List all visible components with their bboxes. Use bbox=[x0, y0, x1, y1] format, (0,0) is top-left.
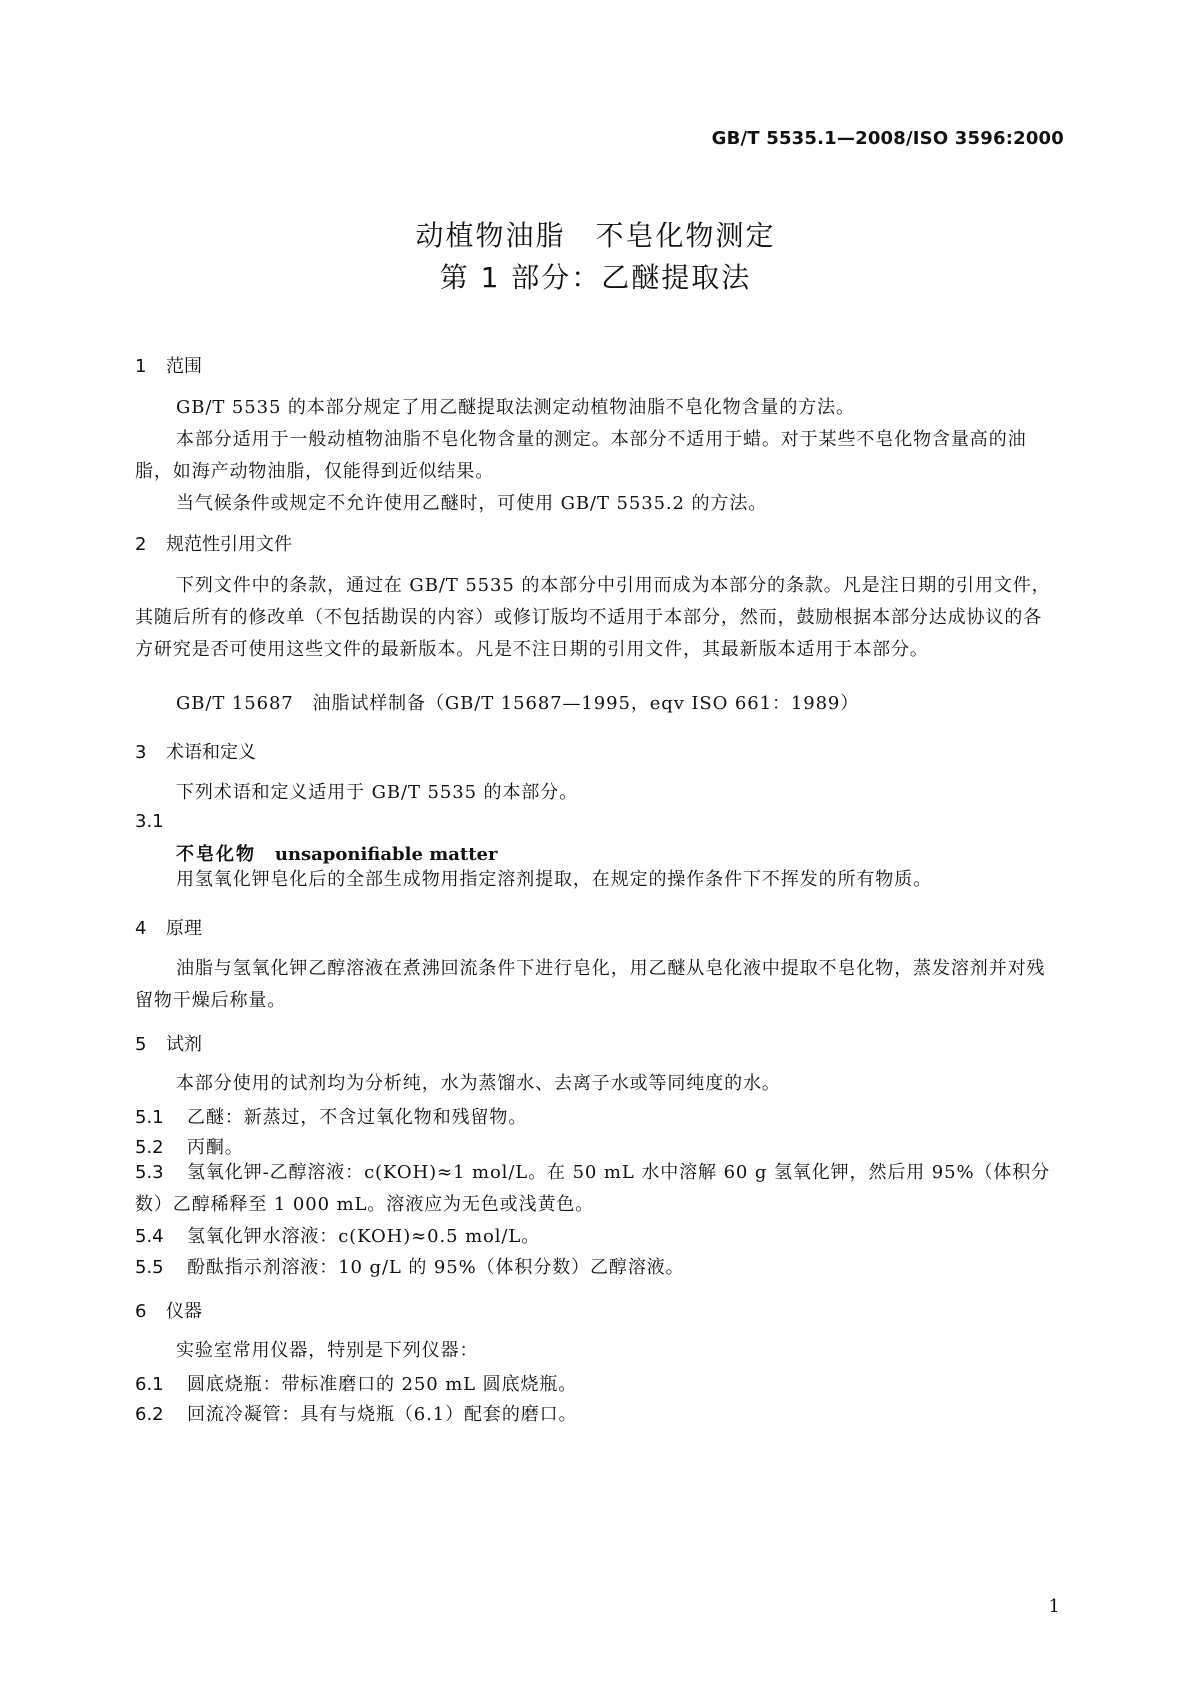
paragraph: 下列术语和定义适用于 GB/T 5535 的本部分。 bbox=[176, 782, 579, 803]
section-title: 原理 bbox=[166, 918, 202, 939]
standard-code-header: GB/T 5535.1—2008/ISO 3596:2000 bbox=[711, 128, 1064, 149]
term-definition: 用氢氧化钾皂化后的全部生成物用指定溶剂提取，在规定的操作条件下不挥发的所有物质。 bbox=[176, 869, 932, 890]
section-number: 4 bbox=[135, 918, 147, 939]
paragraph: GB/T 5535 的本部分规定了用乙醚提取法测定动植物油脂不皂化物含量的方法。 bbox=[176, 397, 855, 418]
paragraph: 实验室常用仪器，特别是下列仪器： bbox=[176, 1340, 479, 1361]
section-number: 3 bbox=[135, 742, 147, 763]
paragraph: 当气候条件或规定不允许使用乙醚时，可使用 GB/T 5535.2 的方法。 bbox=[176, 493, 768, 514]
list-item: 5.5 酚酞指示剂溶液：10 g/L 的 95%（体积分数）乙醇溶液。 bbox=[135, 1257, 685, 1278]
section-number: 5 bbox=[135, 1034, 147, 1055]
section-title: 仪器 bbox=[166, 1301, 202, 1322]
section-1-heading bbox=[135, 352, 202, 378]
paragraph: 本部分使用的试剂均为分析纯，水为蒸馏水、去离子水或等同纯度的水。 bbox=[176, 1073, 781, 1094]
section-6-heading bbox=[135, 1297, 202, 1323]
subsection-number: 3.1 bbox=[135, 811, 164, 832]
paragraph: 油脂与氢氧化钾乙醇溶液在煮沸回流条件下进行皂化，用乙醚从皂化液中提取不皂化物，蒸发溶剂并对残留物干燥后称量。 bbox=[135, 958, 1046, 1011]
list-item: 5.1 乙醚：新蒸过，不含过氧化物和残留物。 bbox=[135, 1107, 528, 1128]
section-number: 2 bbox=[135, 534, 147, 555]
term-chinese: 不皂化物 bbox=[176, 844, 256, 865]
section-4-heading bbox=[135, 914, 202, 940]
document-title-line1: 动植物油脂 不皂化物测定 bbox=[415, 219, 776, 252]
term-english: unsaponifiable matter bbox=[274, 844, 498, 865]
list-item: 5.2 丙酮。 bbox=[135, 1137, 244, 1158]
section-title: 试剂 bbox=[166, 1034, 202, 1055]
term-entry bbox=[176, 840, 497, 866]
page-number: 1 bbox=[1048, 1596, 1060, 1617]
section-5-heading bbox=[135, 1030, 202, 1056]
section-2-heading bbox=[135, 530, 292, 556]
list-item: 5.4 氢氧化钾水溶液：c(KOH)≈0.5 mol/L。 bbox=[135, 1226, 541, 1247]
list-item: 6.1 圆底烧瓶：带标准磨口的 250 mL 圆底烧瓶。 bbox=[135, 1374, 578, 1395]
section-title: 术语和定义 bbox=[166, 742, 256, 763]
list-item: 6.2 回流冷凝管：具有与烧瓶（6.1）配套的磨口。 bbox=[135, 1404, 578, 1425]
list-item: 5.3 氢氧化钾-乙醇溶液：c(KOH)≈1 mol/L。在 50 mL 水中溶解 60 g 氢氧化钾，然后用 95%（体积分数）乙醇稀释至 1 000 mL。溶液应为无色或浅黄色。 bbox=[135, 1162, 1051, 1215]
paragraph: 本部分适用于一般动植物油脂不皂化物含量的测定。本部分不适用于蜡。对于某些不皂化物含量高的油脂，如海产动物油脂，仅能得到近似结果。 bbox=[135, 429, 1027, 482]
section-number: 1 bbox=[135, 356, 147, 377]
paragraph: 下列文件中的条款，通过在 GB/T 5535 的本部分中引用而成为本部分的条款。凡是注日期的引用文件，其随后所有的修改单（不包括勘误的内容）或修订版均不适用于本部分，然而，鼓励根据本部分达成协议的各方研究是否可使用这些文件的最新版本。凡是不注日期的引用文件，其最新版本适用于本部分。 bbox=[135, 575, 1051, 660]
document-title-line2: 第 1 部分：乙醚提取法 bbox=[439, 261, 752, 294]
section-title: 规范性引用文件 bbox=[166, 534, 292, 555]
normative-reference: GB/T 15687 油脂试样制备（GB/T 15687—1995，eqv ISO 661：1989） bbox=[176, 693, 860, 714]
section-title: 范围 bbox=[166, 356, 202, 377]
section-3-heading bbox=[135, 738, 256, 764]
section-number: 6 bbox=[135, 1301, 147, 1322]
